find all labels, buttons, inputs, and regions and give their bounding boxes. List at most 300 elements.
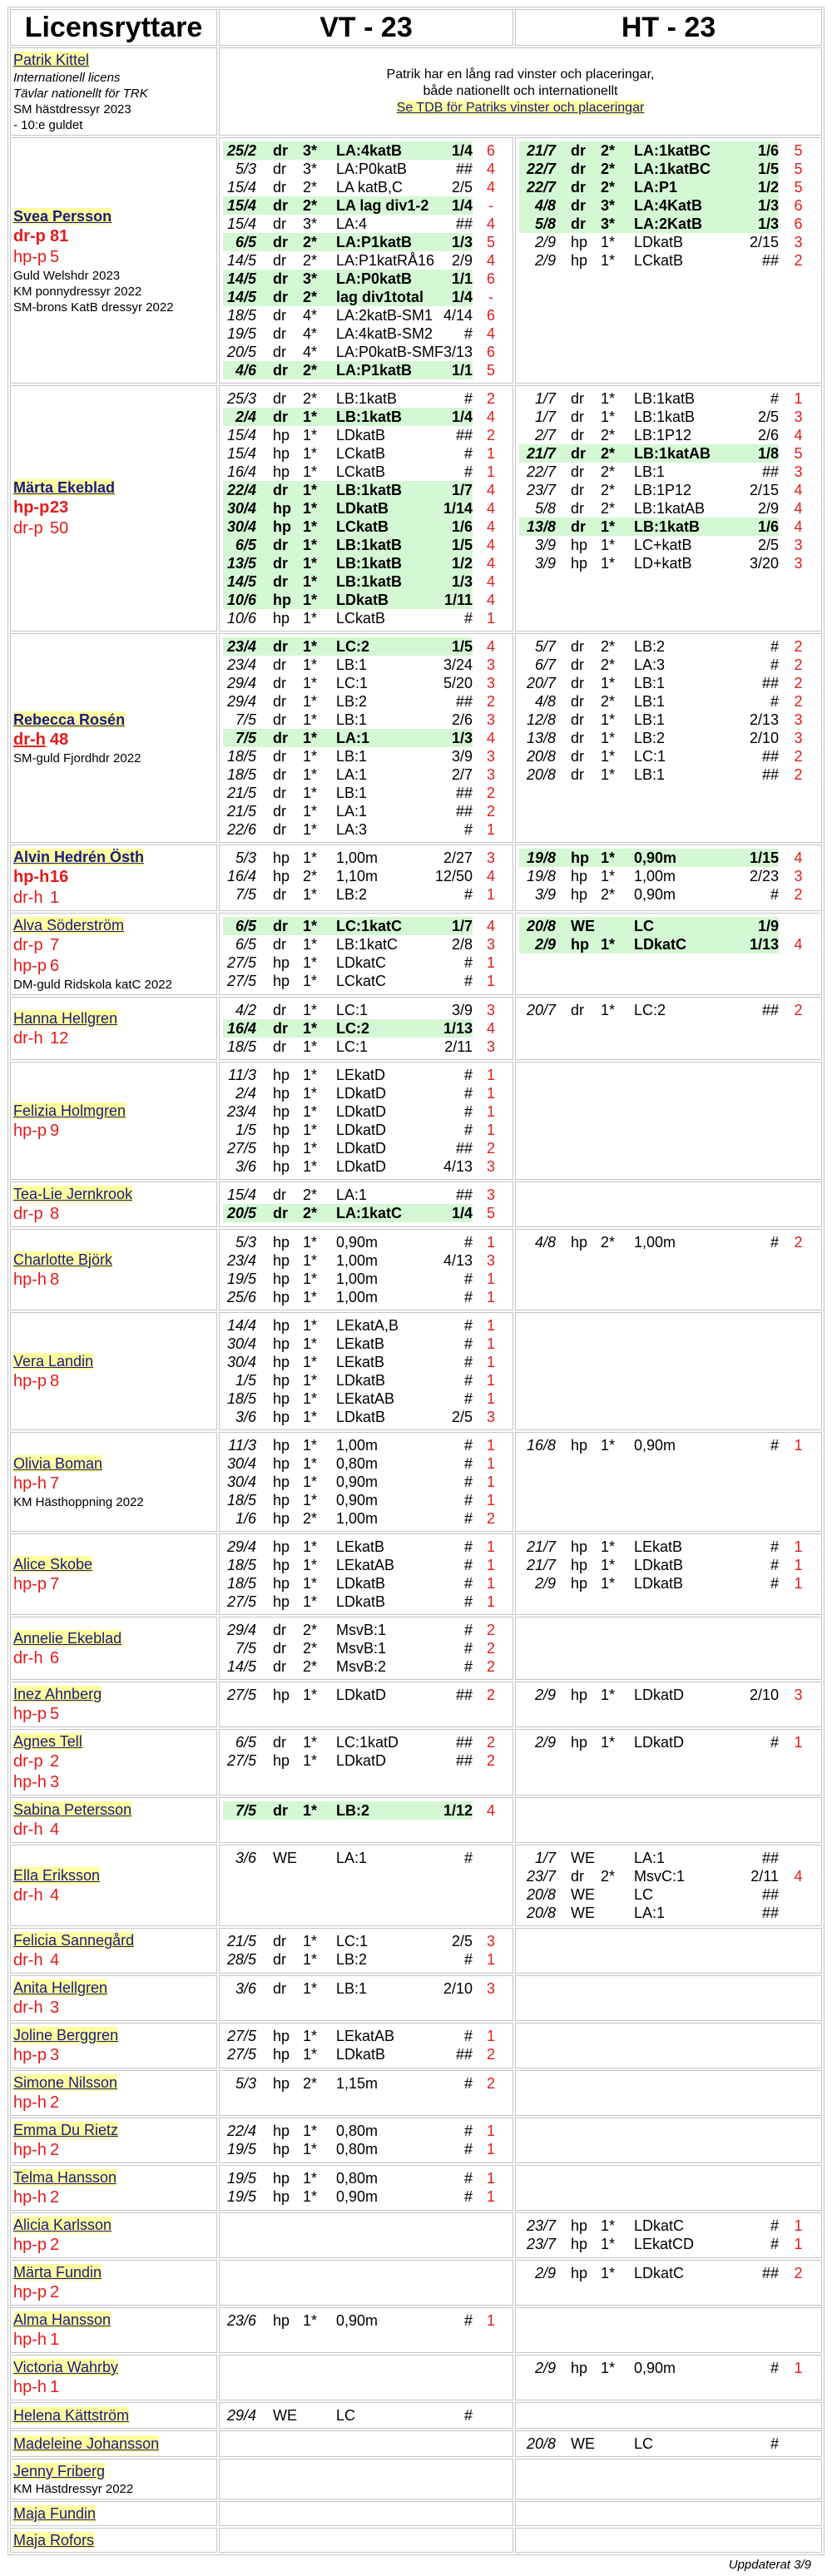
result-discipline: dr	[273, 289, 288, 305]
result-discipline: dr	[571, 748, 585, 765]
points-value: 1	[50, 2378, 60, 2396]
result-points: 4	[794, 500, 803, 517]
result-placing: 2/10	[443, 1980, 473, 1997]
result-date: 1/7	[534, 390, 556, 407]
rider-name-link[interactable]: Charlotte Björk	[13, 1251, 113, 1268]
points-value: 7	[50, 936, 60, 954]
rider-name-link[interactable]: Agnes Tell	[13, 1733, 82, 1750]
result-date: 29/4	[226, 1538, 256, 1555]
result-points: 4	[794, 936, 803, 953]
result-level: 2*	[303, 1658, 318, 1675]
result-points: 1	[486, 1271, 495, 1287]
rider-name-link[interactable]: Felicia Sannegård	[13, 1932, 135, 1949]
result-discipline: hp	[571, 2265, 588, 2281]
rider-name-link[interactable]: Victoria Wahrby	[13, 2359, 119, 2375]
rider-name-line	[13, 1628, 214, 1648]
result-main	[223, 572, 473, 591]
result-discipline: hp	[273, 2188, 290, 2205]
result-discipline: hp	[273, 1593, 290, 1610]
rider-name-link[interactable]: Alva Söderström	[13, 917, 125, 934]
result-placing: #	[770, 390, 779, 407]
rider-name-link[interactable]: Rebecca Rosén	[13, 711, 126, 728]
rider-achievement-note: SM-brons KatB dressyr 2022	[13, 300, 174, 315]
result-points: 1	[486, 821, 495, 838]
result-entry	[223, 1733, 509, 1751]
result-entry	[519, 747, 818, 765]
result-main	[223, 1491, 473, 1509]
result-placing: 2/6	[757, 427, 779, 443]
result-entry	[519, 1538, 818, 1556]
result-entry	[519, 1436, 818, 1454]
result-discipline: dr	[273, 886, 287, 903]
rider-info-cell	[10, 1797, 217, 1843]
result-date: 6/5	[235, 234, 256, 250]
rider-name-link[interactable]: Annelie Ekeblad	[13, 1629, 122, 1647]
result-class: LDkatB	[336, 1372, 386, 1389]
result-level: 1*	[303, 1234, 318, 1251]
result-date: 14/5	[226, 270, 256, 287]
result-class: LA:P1katB	[336, 234, 413, 250]
result-main	[223, 637, 473, 656]
result-entry	[223, 1979, 509, 1998]
result-points: 2	[794, 766, 803, 783]
result-entry	[223, 674, 509, 692]
result-placing: 2/5	[451, 179, 473, 196]
result-date: 6/7	[534, 656, 556, 673]
result-main	[223, 554, 473, 572]
rider-name-link[interactable]: Svea Persson	[13, 207, 112, 225]
rider-achievement-note: KM Hästdressyr 2022	[13, 2482, 134, 2496]
rider-row	[10, 1312, 822, 1430]
result-main	[519, 1686, 779, 1704]
result-entry	[223, 1657, 509, 1676]
rider-points	[13, 730, 214, 751]
result-points: 6	[486, 344, 495, 360]
rider-info-cell	[10, 2023, 217, 2068]
result-placing: ##	[761, 463, 779, 480]
result-points: 4	[486, 537, 495, 553]
rider-row	[10, 1682, 822, 1727]
result-level: 2*	[601, 1234, 616, 1251]
result-entry	[519, 729, 818, 747]
vt-results-cell	[219, 1432, 513, 1532]
result-level: 1*	[303, 973, 318, 989]
result-discipline: hp	[273, 500, 291, 517]
result-class: LA:4KatB	[634, 197, 703, 214]
result-class: 1,00m	[634, 1234, 676, 1251]
rider-info-cell	[10, 1729, 217, 1796]
result-main	[519, 867, 779, 885]
rider-name-link[interactable]: Hanna Hellgren	[13, 1009, 118, 1027]
result-entry	[223, 1454, 509, 1473]
ht-results-cell	[515, 1533, 822, 1615]
result-main	[223, 178, 473, 196]
result-class: LB:1katB	[336, 409, 403, 425]
result-placing: #	[463, 1372, 473, 1389]
result-entry	[223, 1408, 509, 1426]
result-level: 2*	[303, 1510, 318, 1527]
result-level: 2*	[601, 638, 616, 655]
rider-info-cell	[10, 913, 217, 995]
vt-results-cell	[219, 2355, 513, 2400]
result-entry	[223, 178, 509, 196]
rider-name-link[interactable]: Vera Landin	[13, 1352, 94, 1370]
result-placing: 2/15	[749, 234, 779, 250]
result-discipline: WE	[273, 2407, 297, 2424]
result-discipline: dr	[571, 215, 586, 232]
result-entry	[223, 1436, 509, 1454]
ht-results-cell	[515, 137, 822, 384]
result-main	[223, 160, 473, 178]
result-points: 3	[486, 656, 495, 673]
result-level: 2*	[601, 1868, 616, 1885]
vt-results-cell	[219, 2459, 513, 2499]
rider-name-link[interactable]: Maja Fundin	[13, 2505, 97, 2522]
result-date: 19/8	[526, 868, 556, 884]
result-main	[223, 324, 473, 343]
ht-results-cell	[515, 2528, 822, 2553]
result-placing: 1/4	[451, 197, 473, 214]
rider-info-cell	[10, 2355, 217, 2400]
rider-points	[13, 2235, 214, 2256]
result-level: 1*	[303, 1492, 318, 1508]
result-entry	[519, 2264, 818, 2282]
result-date: 18/5	[226, 748, 256, 765]
result-date: 7/5	[235, 711, 256, 728]
rider-row	[10, 2118, 822, 2163]
result-class: LA:P1	[634, 179, 678, 196]
result-points: 1	[486, 1372, 495, 1389]
rider-name-line	[13, 2120, 214, 2140]
result-points: 1	[486, 445, 495, 462]
result-main	[519, 426, 779, 444]
points-value: 2	[50, 1752, 60, 1771]
result-placing: #	[770, 2217, 779, 2234]
rider-name-link[interactable]: Helena Kättström	[13, 2407, 130, 2424]
result-date: 2/9	[534, 2265, 556, 2281]
result-main	[519, 1904, 779, 1922]
rider-points	[13, 1998, 214, 2019]
result-class: LB:1	[634, 463, 666, 480]
result-date: 4/6	[235, 362, 256, 379]
result-placing: ##	[761, 1002, 779, 1018]
result-date: 30/4	[226, 518, 256, 535]
result-level: 1*	[601, 850, 616, 866]
result-placing: #	[463, 1593, 473, 1610]
result-discipline: dr	[571, 766, 585, 783]
result-level: 1*	[303, 592, 318, 608]
result-main	[223, 141, 473, 160]
result-date: 21/5	[226, 1933, 256, 1949]
result-class: 1,00m	[336, 850, 379, 866]
result-discipline: dr	[273, 325, 287, 342]
points-label: hp-h	[13, 2188, 47, 2207]
result-main	[223, 1593, 473, 1611]
rider-name-link[interactable]: Inez Ahnberg	[13, 1686, 102, 1702]
result-points: 1	[486, 1103, 495, 1120]
result-points: 1	[794, 1734, 803, 1751]
result-level: 2*	[601, 161, 616, 177]
rider-name-link[interactable]: Märta Ekeblad	[13, 479, 116, 496]
result-main	[223, 408, 473, 426]
result-level: 1*	[303, 918, 318, 934]
result-discipline: dr	[273, 1933, 287, 1949]
result-date: 20/5	[226, 1205, 256, 1221]
result-entry	[223, 1751, 509, 1770]
result-entry-win	[519, 141, 818, 160]
rider-info-cell	[10, 1229, 217, 1310]
result-entry-win	[223, 729, 509, 747]
points-value: 4	[50, 1885, 60, 1905]
rider-name-link[interactable]: Maja Rofors	[13, 2532, 95, 2549]
rider-name-link[interactable]: Alma Hansson	[13, 2311, 111, 2328]
result-entry	[223, 765, 509, 784]
result-level: 1*	[303, 1933, 318, 1949]
rider-info-cell	[10, 1312, 217, 1430]
result-points: 4	[486, 325, 495, 342]
result-main	[519, 160, 779, 178]
result-main	[519, 1849, 779, 1867]
result-placing: ##	[455, 2046, 473, 2063]
result-date: 23/7	[526, 2217, 556, 2234]
result-class: LB:2	[634, 730, 666, 746]
result-entry	[519, 885, 818, 904]
rider-name-link[interactable]: Alvin Hedrén Östh	[13, 849, 145, 865]
tdb-results-link[interactable]: Se TDB för Patriks vinster och placeringar	[396, 101, 645, 115]
ht-results-cell	[515, 845, 822, 911]
result-placing: #	[463, 610, 473, 627]
result-discipline: hp	[571, 2360, 588, 2376]
result-points: 3	[794, 409, 803, 425]
featured-rider-name-link[interactable]: Patrik Kittel	[13, 52, 90, 68]
rider-name-link[interactable]: Jenny Friberg	[13, 2463, 106, 2479]
result-placing: ##	[455, 427, 473, 443]
result-placing: 1/11	[443, 592, 473, 608]
result-class: LA:3	[336, 821, 368, 838]
result-level: 1*	[303, 886, 318, 903]
vt-results-cell	[219, 845, 513, 911]
result-class: LCkatB	[336, 445, 386, 462]
result-discipline: dr	[273, 1802, 288, 1819]
result-placing: 2/6	[451, 711, 473, 728]
result-main	[519, 1867, 779, 1885]
result-date: 23/7	[526, 482, 556, 498]
result-discipline: dr	[571, 142, 586, 159]
rider-row	[10, 137, 822, 384]
result-entry	[223, 820, 509, 839]
result-main	[519, 196, 779, 215]
result-placing: 1/6	[757, 142, 779, 159]
result-placing: #	[463, 1234, 473, 1251]
result-class: 1,00m	[336, 1271, 379, 1287]
result-date: 28/5	[226, 1951, 256, 1968]
result-points: 1	[486, 463, 495, 480]
result-date: 27/5	[226, 973, 256, 989]
result-class: LDkatD	[336, 1158, 387, 1175]
result-level: 1*	[303, 1752, 318, 1769]
vt-results-cell	[219, 1682, 513, 1727]
result-placing: 1/13	[749, 936, 779, 953]
result-class: LA:2KatB	[634, 215, 703, 232]
result-discipline: dr	[571, 1002, 585, 1018]
result-date: 1/5	[235, 1122, 256, 1138]
result-class: LDkatD	[634, 1734, 685, 1751]
result-level: 1*	[303, 675, 318, 691]
result-level: 1*	[601, 711, 616, 728]
result-discipline: dr	[273, 748, 287, 765]
points-label: hp-p	[13, 1705, 47, 1723]
result-class: 0,80m	[336, 2170, 379, 2187]
result-entry	[519, 692, 818, 711]
rider-name-link[interactable]: Tea-Lie Jernkrook	[13, 1186, 133, 1202]
result-discipline: hp	[273, 1085, 290, 1102]
result-date: 5/7	[534, 638, 556, 655]
result-class: LCkatB	[336, 463, 386, 480]
result-level: 1*	[601, 1557, 616, 1573]
result-level: 1*	[601, 2236, 616, 2252]
result-class: LC:1	[336, 675, 369, 691]
result-discipline: hp	[273, 1455, 290, 1472]
result-date: 1/6	[235, 1510, 256, 1527]
result-discipline: dr	[273, 1658, 287, 1675]
rider-name-link[interactable]: Anita Hellgren	[13, 1979, 108, 1996]
result-discipline: hp	[571, 868, 588, 884]
rider-name-link[interactable]: Madeleine Johansson	[13, 2435, 160, 2452]
result-level: 1*	[303, 730, 318, 746]
result-level: 1*	[601, 1538, 616, 1555]
result-date: 2/9	[534, 1687, 556, 1703]
result-main	[223, 1473, 473, 1491]
result-level: 1*	[601, 2360, 616, 2376]
result-level: 1*	[303, 1252, 318, 1269]
result-points: 2	[794, 252, 803, 269]
result-main	[223, 1270, 473, 1288]
result-points: 2	[486, 785, 495, 801]
ht-results-cell	[515, 2165, 822, 2211]
rider-points	[13, 247, 214, 268]
result-main	[223, 1084, 473, 1102]
result-class: LB:1katAB	[634, 445, 711, 462]
result-placing: 2/5	[757, 537, 779, 553]
result-points: 1	[486, 1317, 495, 1334]
result-entry	[223, 343, 509, 361]
result-class: LDkatC	[634, 936, 687, 953]
result-class: LB:2	[634, 638, 666, 655]
rider-name-link[interactable]: Simone Nilsson	[13, 2074, 118, 2091]
result-points: 4	[486, 1020, 495, 1037]
result-class: 0,90m	[634, 2360, 676, 2376]
rider-row	[10, 1432, 822, 1532]
result-placing: #	[463, 1850, 473, 1866]
result-points: 4	[794, 427, 803, 443]
result-points: 1	[486, 1437, 495, 1454]
result-placing: ##	[761, 2265, 779, 2281]
result-main	[519, 2217, 779, 2235]
result-placing: 2/5	[451, 1409, 473, 1425]
result-placing: #	[463, 1575, 473, 1592]
result-discipline: dr	[273, 1951, 287, 1968]
rider-points	[13, 1474, 214, 1494]
result-discipline: hp	[273, 1474, 290, 1490]
rider-info-cell	[10, 2118, 217, 2163]
result-main	[223, 820, 473, 839]
ht-results-cell	[515, 2260, 822, 2306]
rider-name-line	[13, 478, 214, 498]
result-discipline: hp	[273, 1271, 290, 1287]
rider-name-line	[13, 1454, 214, 1474]
result-placing: 1/1	[451, 362, 473, 379]
result-date: 13/8	[526, 518, 556, 535]
rider-row	[10, 1617, 822, 1680]
result-main	[519, 1885, 779, 1904]
featured-rider-row	[10, 47, 822, 136]
rider-name-link[interactable]: Olivia Boman	[13, 1455, 103, 1472]
points-label: hp-p	[13, 957, 47, 975]
result-points: 1	[486, 610, 495, 627]
rider-name-link[interactable]: Emma Du Rietz	[13, 2122, 119, 2138]
rider-name-link[interactable]: Sabina Petersson	[13, 1801, 132, 1818]
result-class: LA:1katBC	[634, 142, 711, 159]
rider-name-link[interactable]: Märta Fundin	[13, 2264, 102, 2281]
result-discipline: dr	[273, 1734, 287, 1751]
ht-results-cell	[515, 1975, 822, 2021]
points-label: dr-h	[13, 1028, 43, 1048]
points-label: dr-h	[13, 1821, 43, 1839]
result-level: 1*	[303, 1002, 318, 1018]
result-class: LB:1	[634, 675, 666, 691]
result-class: LB:1katB	[336, 482, 403, 498]
points-value: 50	[50, 519, 69, 537]
result-placing: 1/4	[451, 142, 473, 159]
vt-results-cell	[219, 1229, 513, 1310]
result-points: 2	[486, 1640, 495, 1657]
result-class: LA:3	[634, 656, 666, 673]
result-date: 23/4	[226, 656, 256, 673]
rider-name-link[interactable]: Ella Eriksson	[13, 1866, 101, 1884]
result-discipline: hp	[273, 592, 291, 608]
rider-name-link[interactable]: Felizia Holmgren	[13, 1102, 126, 1119]
result-level: 1*	[303, 1103, 318, 1120]
result-entry	[519, 481, 818, 499]
result-class: LCkatC	[336, 973, 387, 989]
result-date: 22/4	[226, 482, 256, 498]
result-level: 1*	[303, 427, 318, 443]
rider-points	[13, 1751, 214, 1772]
result-date: 3/9	[534, 555, 556, 572]
result-points: 2	[794, 1234, 803, 1251]
result-discipline: dr	[273, 803, 287, 820]
result-level: 1*	[303, 1372, 318, 1389]
result-class: LB:1katB	[336, 537, 403, 553]
result-placing: #	[463, 886, 473, 903]
points-value: 2	[50, 2188, 60, 2207]
rider-name-link[interactable]: Joline Berggren	[13, 2027, 119, 2043]
rider-name-link[interactable]: Alicia Karlsson	[13, 2217, 112, 2233]
result-placing: #	[463, 1538, 473, 1555]
result-points: 2	[486, 1752, 495, 1769]
featured-name-line	[13, 50, 214, 70]
points-label: dr-h	[13, 1951, 43, 1969]
rider-name-link[interactable]: Alice Skobe	[13, 1555, 93, 1573]
result-points: 6	[794, 215, 803, 232]
rider-name-line	[13, 2357, 214, 2377]
rider-row	[10, 1062, 822, 1180]
rider-points	[13, 2377, 214, 2398]
result-placing: 1/4	[451, 289, 473, 305]
rider-name-link[interactable]: Telma Hansson	[13, 2169, 117, 2186]
result-entry	[223, 747, 509, 765]
result-points: 3	[794, 234, 803, 250]
